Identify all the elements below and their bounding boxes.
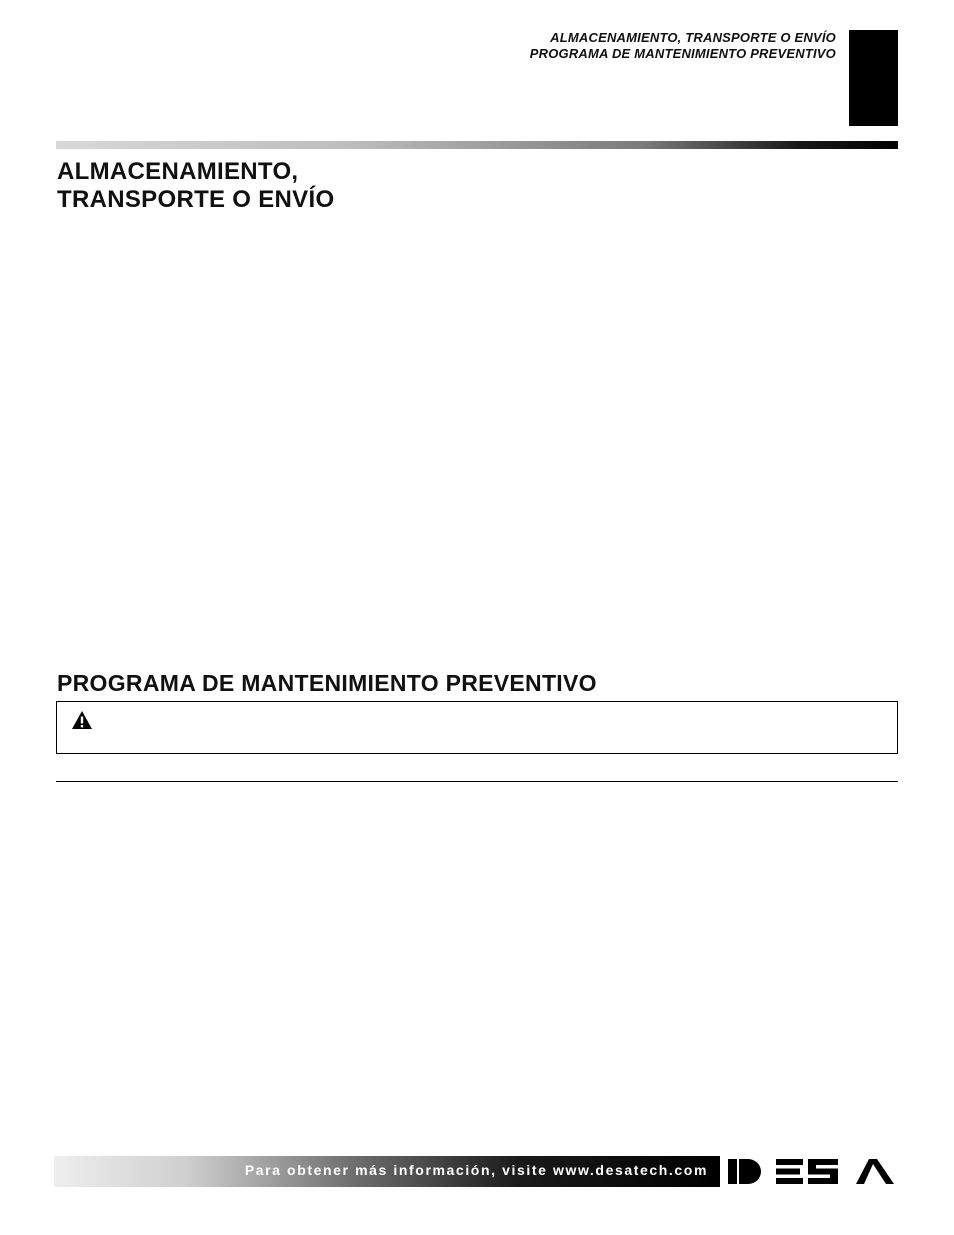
- storage-title-line-1: ALMACENAMIENTO,: [57, 158, 299, 185]
- warning-triangle-icon: [71, 710, 93, 730]
- footer-website-text: Para obtener más información, visite www.desatech.com: [244, 1162, 708, 1178]
- maintenance-section-title: PROGRAMA DE MANTENIMIENTO PREVENTIVO: [57, 670, 597, 696]
- desa-logo: [726, 1156, 898, 1187]
- warning-box: [56, 701, 898, 754]
- header-gradient-rule: [56, 141, 898, 149]
- footer-bar: [54, 1156, 720, 1187]
- storage-section-title: [57, 158, 334, 214]
- section-divider: [56, 781, 898, 782]
- running-header: [530, 30, 836, 62]
- running-header-line-1: ALMACENAMIENTO, TRANSPORTE O ENVÍO: [550, 30, 836, 45]
- running-header-line-2: PROGRAMA DE MANTENIMIENTO PREVENTIVO: [529, 46, 836, 61]
- storage-title-line-2: TRANSPORTE O ENVÍO: [57, 186, 335, 213]
- section-tab-marker: [849, 30, 898, 126]
